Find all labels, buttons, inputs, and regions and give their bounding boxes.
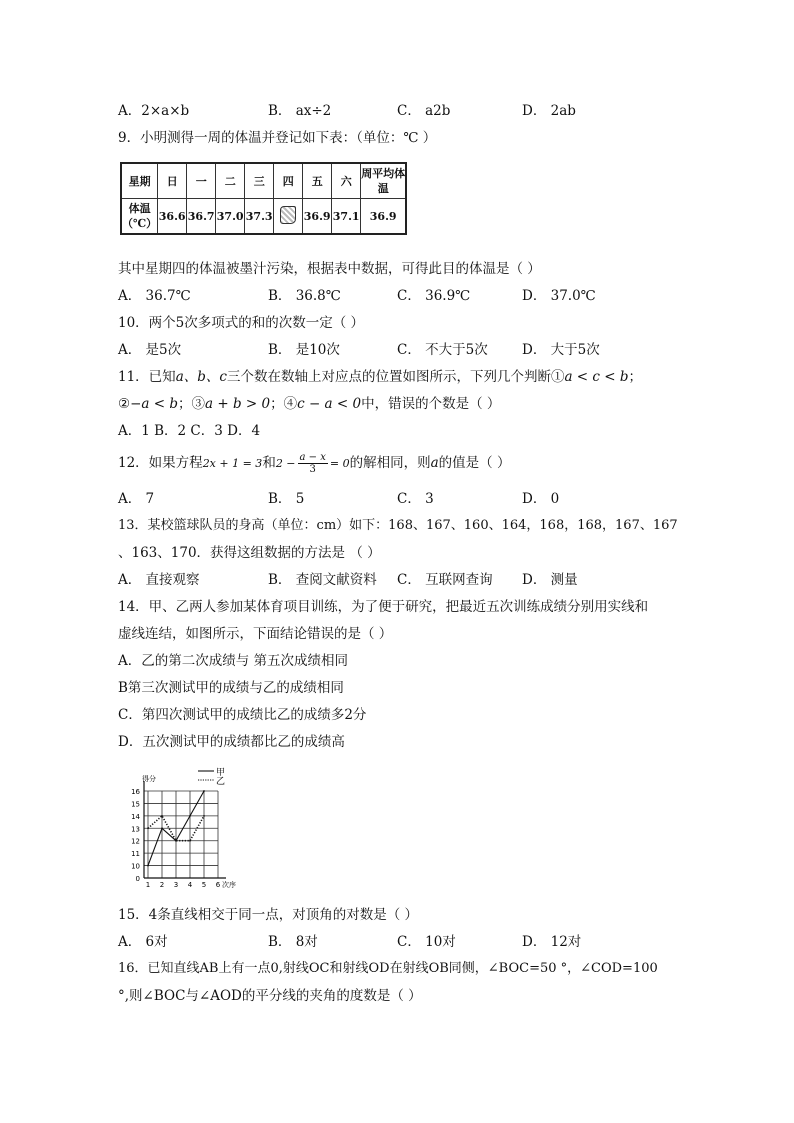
q10-option-a: A． 是5次 xyxy=(118,342,182,358)
q12-stem-prefix: 12．如果方程 xyxy=(118,455,203,471)
q9-stem: 9．小明测得一周的体温并登记如下表：（单位：℃ ） xyxy=(118,130,437,146)
q11-stem-line2: ②−a < b；③a + b > 0；④c − a < 0中，错误的个数是（ ） xyxy=(118,396,501,412)
fraction-numerator: a − x xyxy=(299,452,326,463)
ink-stain-icon xyxy=(280,206,296,224)
q11-variables: a、b、c xyxy=(175,369,227,385)
y-tick-label: 12 xyxy=(131,837,140,846)
x-axis-label: 次序 xyxy=(222,881,236,889)
q10-option-b: B． 是10次 xyxy=(268,342,340,358)
table-header: 日 xyxy=(158,163,187,199)
q15-option-d: D． 12对 xyxy=(522,934,582,950)
x-tick-label: 5 xyxy=(201,881,207,889)
q10-option-c: C． 不大于5次 xyxy=(397,342,488,358)
data-point xyxy=(203,790,205,792)
q15-stem: 15．4条直线相交于同一点，对顶角的对数是（ ） xyxy=(118,907,419,923)
q11-judgement-1: a < c < b xyxy=(564,369,629,385)
data-point xyxy=(147,827,149,829)
q9-option-b: B． 36.8℃ xyxy=(268,288,341,304)
q14-line1: 14．甲、乙两人参加某体育项目训练，为了便于研究，把最近五次训练成绩分别用实线和 xyxy=(118,599,649,615)
q14-option-a: A．乙的第二次成绩与 第五次成绩相同 xyxy=(118,653,349,669)
table-header: 四 xyxy=(274,163,303,199)
row-label xyxy=(121,199,158,235)
data-point xyxy=(175,840,177,842)
q11-judgement-2: −a < b xyxy=(130,396,179,412)
q14-option-c: C．第四次测试甲的成绩比乙的成绩多2分 xyxy=(118,707,367,723)
q10-option-d: D． 大于5次 xyxy=(522,342,600,358)
q11-options: A．1 B．2 C．3 D．4 xyxy=(118,423,261,439)
y-tick-label: 10 xyxy=(131,862,140,871)
q13-line2: 、163、170．获得这组数据的方法是 （ ） xyxy=(118,545,381,561)
q16-line2: °,则∠BOC与∠AOD的平分线的夹角的度数是（ ） xyxy=(118,988,422,1004)
q13-option-a: A． 直接观察 xyxy=(118,572,200,588)
q8-option-d: D． 2ab xyxy=(522,103,576,119)
table-header: 六 xyxy=(332,163,361,199)
legend-label: 甲 xyxy=(216,768,226,778)
q12-option-c: C． 3 xyxy=(397,491,434,507)
q8-option-a: A．2×a×b xyxy=(118,103,190,119)
table-cell: 37.1 xyxy=(332,199,361,235)
q14-option-b: B第三次测试甲的成绩与乙的成绩相同 xyxy=(118,680,344,696)
table-header: 三 xyxy=(245,163,274,199)
q15-option-a: A． 6对 xyxy=(118,934,168,950)
q12-stem-mid: 的解相同，则 xyxy=(349,455,431,471)
x-tick-label: 4 xyxy=(187,881,193,889)
table-cell: 37.0 xyxy=(216,199,245,235)
score-line-chart xyxy=(118,763,248,893)
q12-equation-1: 2x + 1 = 3 xyxy=(202,457,263,470)
q12-and: 和 xyxy=(262,455,276,471)
y-tick-label: 14 xyxy=(131,812,140,821)
q13-option-d: D． 测量 xyxy=(522,572,578,588)
q8-option-c: C． a2b xyxy=(397,103,451,119)
q13-option-b: B． 查阅文献资料 xyxy=(268,572,377,588)
data-point xyxy=(189,840,191,842)
table-cell: 36.7 xyxy=(187,199,216,235)
q8-option-b: B． ax÷2 xyxy=(268,103,332,119)
q11-stem-end: 中，错误的个数是（ ） xyxy=(361,396,501,412)
x-tick-label: 1 xyxy=(145,881,151,889)
table-cell: 37.3 xyxy=(245,199,274,235)
q11-stem-prefix: 11．已知 xyxy=(118,369,176,385)
q15-option-b: B． 8对 xyxy=(268,934,318,950)
fraction-denominator: 3 xyxy=(309,464,316,475)
q14-line2: 虚线连结，如图所示，下面结论错误的是（ ） xyxy=(118,626,393,642)
q11-stem-body: 三个数在数轴上对应点的位置如图所示，下列几个判断① xyxy=(226,369,565,385)
q12-variable: a xyxy=(430,455,439,471)
y-axis-label: 得分 xyxy=(142,775,156,783)
y-tick-label: 0 xyxy=(135,875,140,883)
q12-option-a: A． 7 xyxy=(118,491,155,507)
x-tick-label: 3 xyxy=(173,881,179,889)
q11-judgement-4: c − a < 0 xyxy=(297,396,362,412)
q16-line1: 16．已知直线AB上有一点0,射线OC和射线OD在射线OB同侧，∠BOC=50 °，∠COD=100 xyxy=(118,961,658,976)
temperature-table xyxy=(120,162,407,235)
data-point xyxy=(147,865,149,867)
y-tick-label: 16 xyxy=(131,788,140,796)
row-label-text: 体温 xyxy=(128,202,151,215)
q11-stem-line1: 11．已知a、b、c三个数在数轴上对应点的位置如图所示，下列几个判断①a < c < b； xyxy=(118,369,642,385)
q12-eq2-prefix: 2 − xyxy=(275,457,296,470)
q11-judgement-3: a + b > 0 xyxy=(205,396,271,412)
legend-label: 乙 xyxy=(216,777,226,787)
q10-stem: 10．两个5次多项式的和的次数一定（ ） xyxy=(118,315,365,331)
q12-stem xyxy=(118,450,510,477)
y-tick-label: 13 xyxy=(131,825,140,834)
q14-option-d: D．五次测试甲的成绩都比乙的成绩高 xyxy=(118,734,345,750)
table-cell: 36.9 xyxy=(303,199,332,235)
q12-option-d: D． 0 xyxy=(522,491,560,507)
data-point xyxy=(161,827,163,829)
q12-fraction xyxy=(298,452,328,475)
table-header-row xyxy=(121,163,406,199)
ink-stain-cell xyxy=(274,199,303,235)
q15-option-c: C． 10对 xyxy=(397,934,456,950)
table-cell: 36.9 xyxy=(361,199,407,235)
q12-stem-end: 的值是（ ） xyxy=(438,455,511,471)
table-header: 一 xyxy=(187,163,216,199)
table-header: 二 xyxy=(216,163,245,199)
row-label-unit: （℃） xyxy=(122,217,158,230)
y-tick-label: 15 xyxy=(131,800,140,809)
q12-option-b: B． 5 xyxy=(268,491,305,507)
data-point xyxy=(161,815,163,817)
q9-option-a: A． 36.7℃ xyxy=(118,288,191,304)
q9-option-c: C． 36.9℃ xyxy=(397,288,471,304)
data-point xyxy=(189,815,191,817)
x-tick-label: 2 xyxy=(159,881,165,889)
q9-question: 其中星期四的体温被墨汁污染，根据表中数据，可得此目的体温是（ ） xyxy=(118,261,541,277)
table-header: 周平均体温 xyxy=(361,163,407,199)
q13-option-c: C． 互联网查询 xyxy=(397,572,493,588)
table-row xyxy=(121,199,406,235)
q13-line1: 13．某校篮球队员的身高（单位：cm）如下：168、167、160、164，168，168，167、167 xyxy=(118,518,678,533)
data-point xyxy=(203,815,205,817)
q12-eq2-suffix: = 0 xyxy=(329,457,350,470)
y-tick-label: 11 xyxy=(131,850,140,859)
table-header: 五 xyxy=(303,163,332,199)
table-header: 星期 xyxy=(121,163,158,199)
q9-option-d: D． 37.0℃ xyxy=(522,288,596,304)
x-tick-label: 6 xyxy=(215,881,221,889)
table-cell: 36.6 xyxy=(158,199,187,235)
